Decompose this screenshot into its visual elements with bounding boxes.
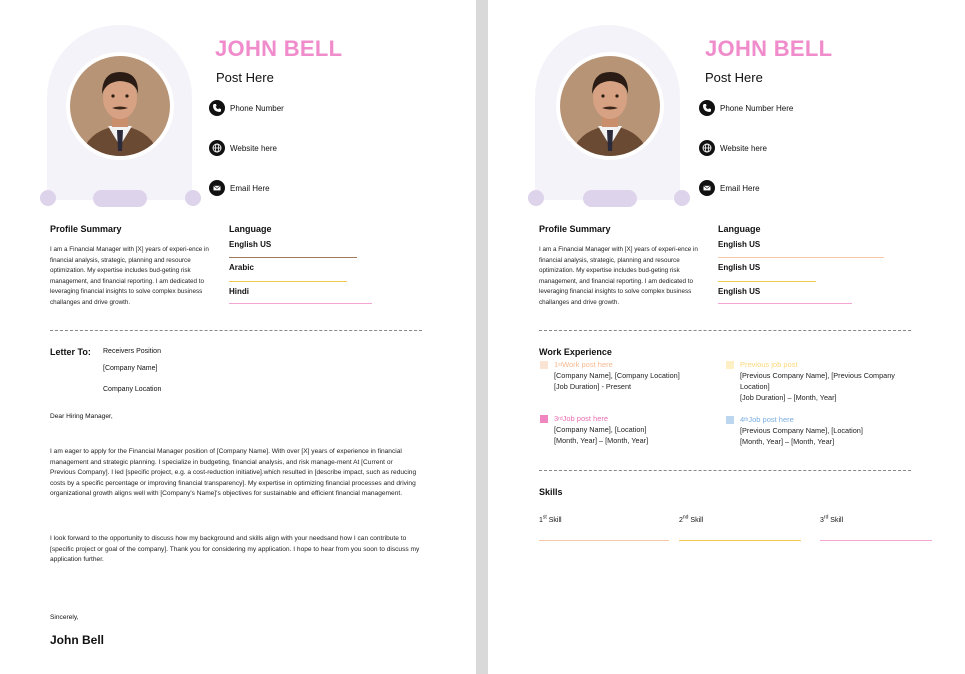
letter-greeting: Dear Hiring Manager, bbox=[50, 413, 113, 420]
receiver-position: Receivers Position bbox=[103, 348, 161, 355]
resume-page-2 bbox=[488, 0, 965, 674]
email-icon bbox=[699, 180, 715, 196]
globe-icon bbox=[699, 140, 715, 156]
job-marker bbox=[540, 361, 548, 369]
job-detail: [Company Name], [Location] bbox=[554, 425, 647, 434]
profile-summary-text: I am a Financial Manager with [X] years of experi-ence in financial analysis, strategic, planning and resource optimization. My expertise includes bud-geting risk management, and financial reporting. I am dedicated to leveraging financial insights to solve complex business challanges and drive growth. bbox=[50, 246, 209, 306]
skill-item: 2nd Skill bbox=[679, 514, 704, 524]
decor-dot bbox=[674, 190, 690, 206]
job-detail: [Job Duration] – [Month, Year] bbox=[740, 393, 837, 402]
language-item: English US bbox=[229, 240, 272, 249]
language-item: Arabic bbox=[229, 263, 254, 272]
skill-bar bbox=[539, 540, 669, 541]
decor-pill bbox=[583, 190, 637, 207]
decor-dot bbox=[185, 190, 201, 206]
job-detail: [Previous Company Name], [Previous Company Location] bbox=[740, 371, 895, 391]
contact-phone bbox=[699, 100, 793, 116]
candidate-name: JOHN BELL bbox=[215, 36, 343, 61]
globe-icon bbox=[209, 140, 225, 156]
profile-summary-text: I am a Financial Manager with [X] years of experi-ence in financial analysis, strategic, planning and resource optimization. My expertise includes bud-geting risk management, and financial reporting. I am dedicated to leveraging financial insights to solve complex business challanges and drive growth. bbox=[539, 246, 698, 306]
phone-icon bbox=[209, 100, 225, 116]
skill-item: 1st Skill bbox=[539, 514, 562, 524]
contact-email-label: Email Here bbox=[720, 183, 760, 193]
contact-website-label: Website here bbox=[720, 143, 767, 153]
contact-email bbox=[699, 180, 760, 196]
skill-item: 3rd Skill bbox=[820, 514, 844, 524]
section-divider bbox=[50, 330, 422, 331]
skills-title: Skills bbox=[539, 487, 563, 497]
language-bar bbox=[229, 257, 357, 258]
phone-icon bbox=[699, 100, 715, 116]
letter-to-label: Letter To: bbox=[50, 347, 91, 357]
contact-email-label: Email Here bbox=[230, 183, 270, 193]
language-bar bbox=[718, 257, 884, 258]
language-title: Language bbox=[718, 224, 761, 234]
receiver-location: Company Location bbox=[103, 386, 162, 393]
language-item: English US bbox=[718, 263, 761, 272]
profile-summary-title: Profile Summary bbox=[539, 224, 611, 234]
decor-dot bbox=[528, 190, 544, 206]
contact-website-label: Website here bbox=[230, 143, 277, 153]
job-entry bbox=[540, 359, 680, 392]
language-item: English US bbox=[718, 287, 761, 296]
job-title: 4 th Job post here bbox=[726, 414, 863, 425]
receiver-company: [Company Name] bbox=[103, 365, 158, 372]
job-detail: [Month, Year] – [Month, Year] bbox=[740, 437, 835, 446]
language-item: Hindi bbox=[229, 287, 249, 296]
job-detail: [Company Name], [Company Location] bbox=[554, 371, 680, 380]
job-entry bbox=[726, 414, 863, 447]
job-post: Post Here bbox=[705, 70, 763, 85]
work-experience-title: Work Experience bbox=[539, 347, 612, 357]
job-detail: [Month, Year] – [Month, Year] bbox=[554, 436, 649, 445]
job-detail: [Previous Company Name], [Location] bbox=[740, 426, 863, 435]
profile-summary-title: Profile Summary bbox=[50, 224, 122, 234]
contact-phone bbox=[209, 100, 284, 116]
contact-phone-label: Phone Number bbox=[230, 103, 284, 113]
job-entry bbox=[540, 413, 648, 446]
job-title: 1 st Work post here bbox=[540, 359, 680, 370]
language-item: English US bbox=[718, 240, 761, 249]
skill-bar bbox=[820, 540, 932, 541]
contact-website bbox=[699, 140, 767, 156]
letter-paragraph: I am eager to apply for the Financial Manager position of [Company Name]. With over [X] years of experience in financial management and strategic planning. I specialize in budgeting, financial analysis, and risk manage-ment At [Current or Previous Company]. I led [specific project, e.g. a cost-reduction initiative].which resulted in [describe impact, such as reducing costs by a specific percentage or improving financial transparency]. My expertise in optimizing financial processes and driving organizational growth aligns well with [Company's Name]'s objectives for sustainable and efficient financial management. bbox=[50, 448, 417, 497]
contact-phone-label: Phone Number Here bbox=[720, 103, 794, 113]
decor-pill bbox=[93, 190, 147, 207]
language-bar bbox=[229, 281, 347, 282]
letter-paragraph: I look forward to the opportunity to discuss how my background and skills align with your needsand how I can contribute to [specific project or goal of the company]. Thank you for considering my application. I hope to hear from you soon to discuss my application further. bbox=[50, 535, 420, 563]
language-title: Language bbox=[229, 224, 272, 234]
letter-closing: Sincerely, bbox=[50, 614, 79, 621]
profile-photo bbox=[66, 52, 174, 160]
job-title: Previous job post bbox=[726, 359, 916, 370]
language-bar bbox=[718, 303, 852, 304]
candidate-name: JOHN BELL bbox=[705, 36, 833, 61]
signature-name: John Bell bbox=[50, 633, 105, 647]
language-bar bbox=[229, 303, 372, 304]
contact-email bbox=[209, 180, 270, 196]
job-marker bbox=[540, 415, 548, 423]
section-divider bbox=[539, 470, 911, 471]
language-bar bbox=[718, 281, 816, 282]
profile-photo bbox=[556, 52, 664, 160]
job-post: Post Here bbox=[216, 70, 274, 85]
email-icon bbox=[209, 180, 225, 196]
job-entry bbox=[726, 359, 916, 403]
job-title: 3 rd Job post here bbox=[540, 413, 648, 424]
section-divider bbox=[539, 330, 911, 331]
job-marker bbox=[726, 361, 734, 369]
resume-page-1 bbox=[0, 0, 476, 674]
skill-bar bbox=[679, 540, 801, 541]
job-detail: [Job Duration] - Present bbox=[554, 382, 632, 391]
contact-website bbox=[209, 140, 277, 156]
decor-dot bbox=[40, 190, 56, 206]
job-marker bbox=[726, 416, 734, 424]
